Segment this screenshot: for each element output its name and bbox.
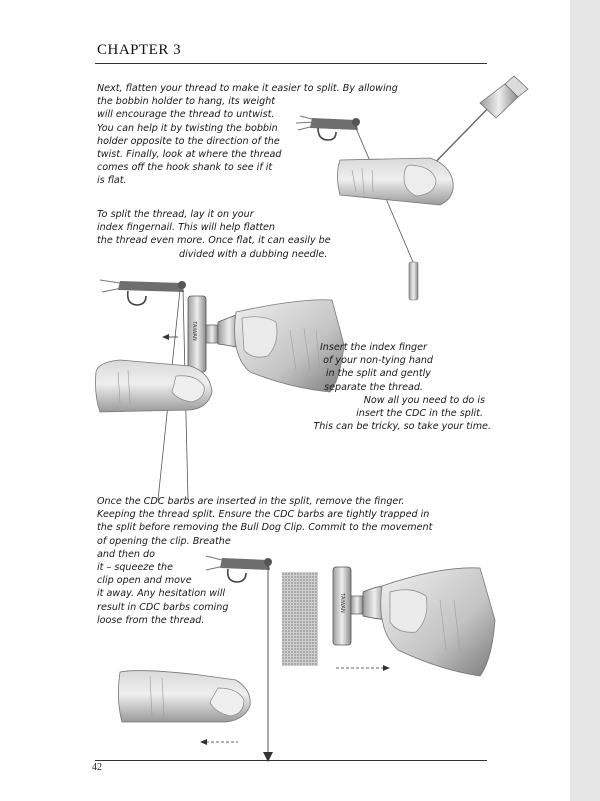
clip-label-upper: TAIWAN	[191, 321, 197, 341]
footer-rule	[95, 760, 487, 761]
paragraph-insert-finger: Insert the index finger of your non-tying hand in the split and gently separate the thread. Now all you need to do is insert the CDC in the split. This can be tricky, so take your time.	[313, 342, 491, 433]
chapter-title: CHAPTER 3	[97, 42, 182, 58]
paragraph-flatten: Next, flatten your thread to make it easier to split. By allowing the bobbin holder to hang, its weight will encourage the thread to untwist. You can help it by twisting the bobbin holder opposite to the direction of the twist. Finally, look at where the thread comes off the hook shank to see if it is flat.	[97, 83, 398, 187]
paragraph-release-clip: Once the CDC barbs are inserted in the split, remove the finger. Keeping the thread split. Ensure the CDC barbs are tightly trapped in the split before removing the Bull Dog Clip. Commit to the movement of opening the clip. Breathe and then do it – squeeze the clip open and move it away. Any hesitation will result in CDC barbs coming loose from the thread.	[97, 496, 433, 626]
clip-label-lower: TAIWAN	[339, 593, 345, 613]
page-background-strip	[570, 0, 600, 801]
paragraph-split-thread: To split the thread, lay it on your index fingernail. This will help flatten the thread even more. Once flat, it can easily be divided with a dubbing needle.	[97, 209, 331, 260]
page-number: 42	[92, 762, 102, 773]
